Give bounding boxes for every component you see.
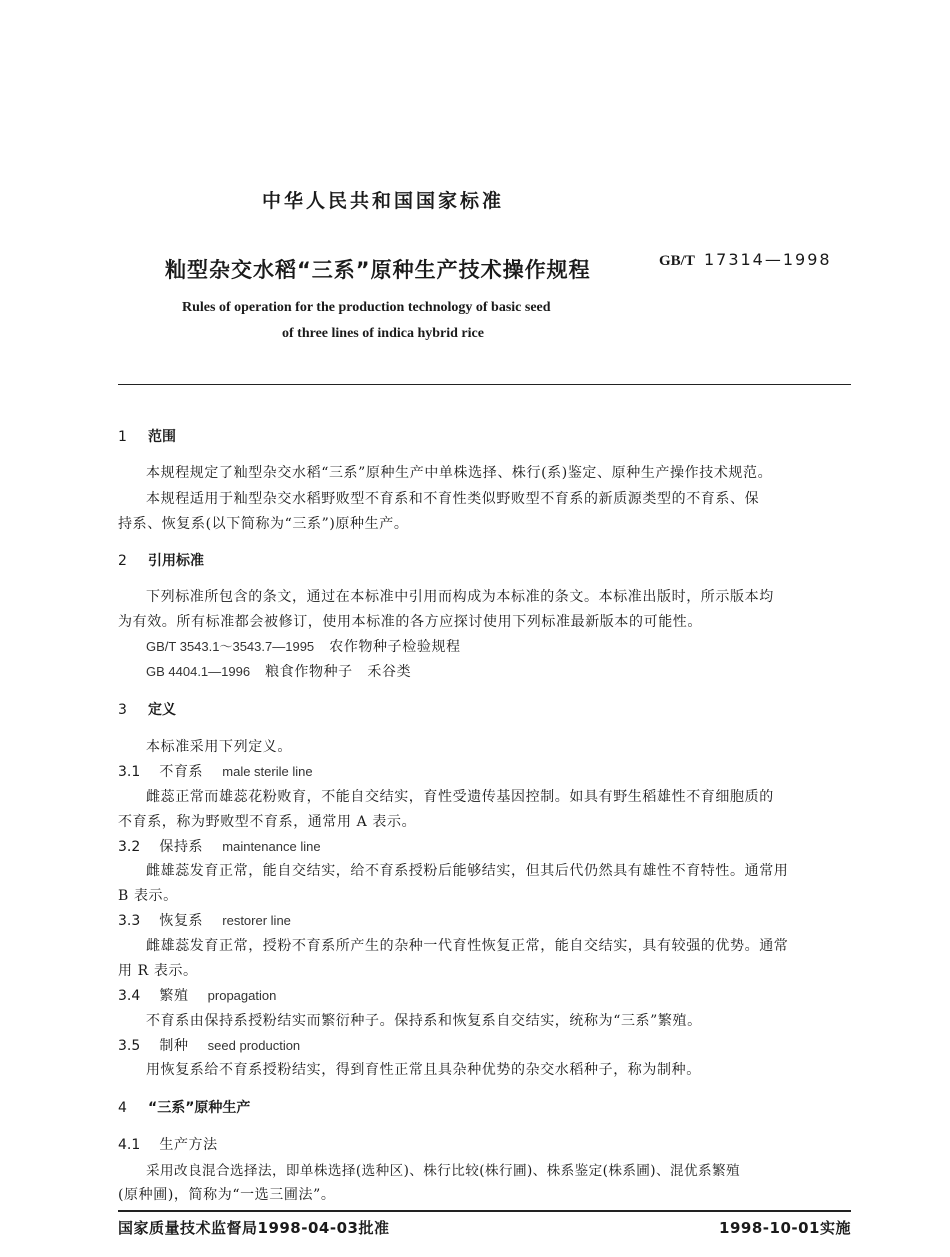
section-title: 定义 — [148, 702, 177, 718]
definition-number: 3.2 — [118, 839, 141, 855]
s1-paragraph-1: 本规程规定了籼型杂交水稻“三系”原种生产中单株选择、株行(系)鉴定、原种生产操作技术规范。 — [146, 465, 773, 481]
standard-code — [659, 250, 832, 270]
standard-number: 17314—1998 — [703, 250, 832, 269]
definition-3-4-term — [118, 985, 276, 1005]
footer-divider — [118, 1210, 851, 1212]
definition-term-cn: 繁殖 — [159, 988, 189, 1004]
definition-term-en: maintenance line — [222, 839, 321, 854]
definition-3-1-line1: 雌蕊正常而雄蕊花粉败育，不能自交结实，育性受遗传基因控制。如具有野生稻雄性不育细胞质的 — [146, 789, 774, 805]
reference-title: 粮食作物种子 禾谷类 — [265, 664, 412, 680]
definition-term-en: restorer line — [222, 913, 291, 928]
definition-term-en: propagation — [207, 988, 277, 1003]
definition-number: 3.1 — [118, 764, 141, 780]
section-1-heading — [118, 426, 176, 446]
approval-line: 国家质量技术监督局1998-04-03批准 — [118, 1219, 390, 1237]
s1-paragraph-2-line2: 持系、恢复系(以下简称为“三系”)原种生产。 — [118, 516, 409, 532]
definition-term-cn: 不育系 — [159, 764, 204, 780]
section-number: 1 — [118, 429, 127, 445]
definition-3-4-line1: 不育系由保持系授粉结实而繁衍种子。保持系和恢复系自交结实，统称为“三系”繁殖。 — [146, 1013, 702, 1029]
definition-term-cn: 保持系 — [159, 839, 204, 855]
section-title: 引用标准 — [148, 553, 205, 569]
definition-3-2-line2: B 表示。 — [118, 888, 178, 904]
implementation-date: 1998-10-01实施 — [719, 1219, 851, 1237]
standard-prefix: GB/T — [659, 253, 695, 269]
definition-3-2-term — [118, 836, 321, 856]
section-number: 4 — [118, 1100, 127, 1116]
reference-title: 农作物种子检验规程 — [329, 639, 461, 655]
subsection-number: 4.1 — [118, 1137, 141, 1153]
s4-paragraph-line1: 采用改良混合选择法，即单株选择(选种区)、株行比较(株行圃)、株系鉴定(株系圃)、混优系繁殖 — [146, 1163, 740, 1179]
section-title: 范围 — [148, 429, 177, 445]
s4-paragraph-line2: (原种圃)，简称为“一选三圃法”。 — [118, 1187, 336, 1203]
header-divider — [118, 384, 851, 385]
subsection-4-1-heading — [118, 1134, 218, 1154]
title-en-line1: Rules of operation for the production technology of basic seed — [182, 300, 551, 315]
definition-number: 3.5 — [118, 1038, 141, 1054]
definition-3-3-line2: 用 R 表示。 — [118, 963, 198, 979]
definition-3-5-line1: 用恢复系给不育系授粉结实，得到育性正常且具杂种优势的杂交水稻种子，称为制种。 — [146, 1062, 701, 1078]
definition-term-en: seed production — [207, 1038, 301, 1053]
definition-3-5-term — [118, 1035, 300, 1055]
reference-2 — [146, 661, 411, 681]
definition-3-2-line1: 雌雄蕊发育正常，能自交结实，给不育系授粉后能够结实，但其后代仍然具有雄性不育特性。通常用 — [146, 863, 789, 879]
s3-intro: 本标准采用下列定义。 — [146, 739, 292, 755]
definition-3-1-line2: 不育系，称为野败型不育系，通常用 A 表示。 — [118, 814, 417, 830]
reference-code: GB 4404.1—1996 — [146, 664, 251, 679]
s2-paragraph-line1: 下列标准所包含的条文，通过在本标准中引用而构成为本标准的条文。本标准出版时，所示版本均 — [146, 589, 774, 605]
s1-paragraph-2-line1: 本规程适用于籼型杂交水稻野败型不育系和不育性类似野败型不育系的新质源类型的不育系、保 — [146, 491, 760, 507]
definition-number: 3.4 — [118, 988, 141, 1004]
definition-term-en: male sterile line — [222, 764, 313, 779]
standard-org: 中华人民共和国国家标准 — [262, 190, 505, 212]
title-cn: 籼型杂交水稻“三系”原种生产技术操作规程 — [165, 258, 591, 282]
definition-term-cn: 恢复系 — [159, 913, 204, 929]
reference-code: GB/T 3543.1～3543.7—1995 — [146, 639, 315, 654]
section-title: “三系”原种生产 — [148, 1100, 251, 1116]
reference-1 — [146, 636, 461, 656]
definition-3-3-line1: 雌雄蕊发育正常，授粉不育系所产生的杂种一代育性恢复正常，能自交结实，具有较强的优势。通常 — [146, 938, 789, 954]
definition-3-3-term — [118, 910, 291, 930]
section-number: 2 — [118, 553, 127, 569]
section-2-heading — [118, 550, 204, 570]
section-4-heading — [118, 1097, 250, 1117]
definition-number: 3.3 — [118, 913, 141, 929]
definition-3-1-term — [118, 761, 313, 781]
definition-term-cn: 制种 — [159, 1038, 189, 1054]
section-3-heading — [118, 699, 176, 719]
s2-paragraph-line2: 为有效。所有标准都会被修订，使用本标准的各方应探讨使用下列标准最新版本的可能性。 — [118, 614, 702, 630]
subsection-title: 生产方法 — [159, 1137, 218, 1153]
title-en-line2: of three lines of indica hybrid rice — [282, 326, 484, 341]
section-number: 3 — [118, 702, 127, 718]
